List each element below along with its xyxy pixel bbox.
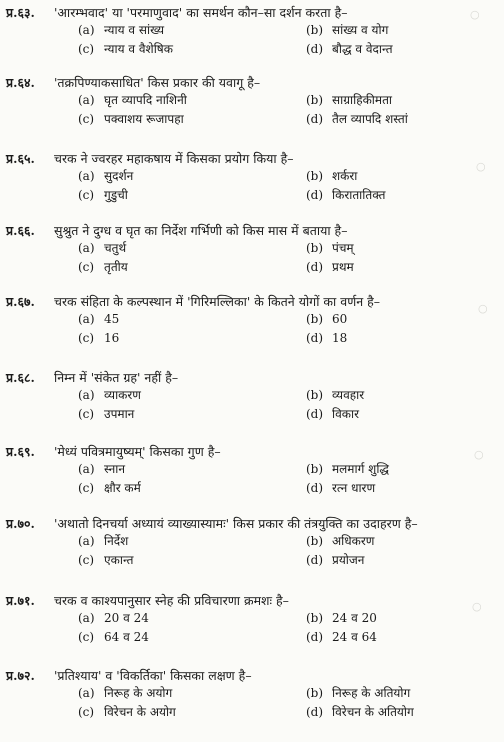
option-text: निरूह के अयोग xyxy=(104,686,173,700)
question-text: चरक संहिता के कल्पस्थान में 'गिरिमल्लिका' के कितने योगों का वर्णन है– xyxy=(54,294,381,309)
question-block xyxy=(6,222,500,277)
answer-option xyxy=(78,41,173,58)
question-text: 'तक्रपिण्याकसाधित' किस प्रकार की यवागू है– xyxy=(54,75,261,90)
question-block xyxy=(6,150,500,205)
option-text: घृत व्यापदि नाशिनी xyxy=(104,93,187,107)
option-label: (d) xyxy=(306,630,324,644)
option-label: (a) xyxy=(78,312,95,326)
option-label: (a) xyxy=(78,93,95,107)
options-grid xyxy=(54,460,500,498)
question-line xyxy=(6,667,500,684)
question-text: चरक ने ज्वरहर महाकषाय में किसका प्रयोग किया है– xyxy=(54,151,294,166)
answer-option xyxy=(78,461,125,478)
question-number: प्र.६५. xyxy=(6,151,35,166)
option-text: निरूह के अतियोग xyxy=(332,686,411,700)
question-number: प्र.६९. xyxy=(6,444,35,459)
bleed-through-mark: ○ xyxy=(474,448,484,461)
option-text: न्याय व सांख्य xyxy=(104,23,165,37)
option-label: (c) xyxy=(78,188,95,202)
option-label: (c) xyxy=(78,553,95,567)
option-text: बौद्ध व वेदान्त xyxy=(332,42,393,56)
answer-option xyxy=(306,685,410,702)
option-text: प्रथम xyxy=(332,260,354,274)
answer-option xyxy=(78,22,164,39)
question-block xyxy=(6,443,500,498)
bleed-through-mark: ○ xyxy=(472,600,482,613)
option-text: 24 व 64 xyxy=(332,630,377,644)
answer-option xyxy=(306,240,354,257)
option-text: अधिकरण xyxy=(332,534,375,548)
option-text: सांख्य व योग xyxy=(332,23,389,37)
option-label: (c) xyxy=(78,42,95,56)
answer-option xyxy=(306,552,364,569)
answer-option xyxy=(306,22,388,39)
option-text: उपमान xyxy=(104,407,135,421)
question-block xyxy=(6,293,500,348)
option-text: शर्करा xyxy=(332,169,358,183)
answer-option xyxy=(306,311,347,328)
option-text: तृतीय xyxy=(104,260,128,274)
option-text: किरातातिक्त xyxy=(332,188,386,202)
option-text: 16 xyxy=(104,331,120,345)
option-text: मलमार्ग शुद्धि xyxy=(332,462,390,476)
option-text: स्नान xyxy=(104,462,126,476)
option-text: न्याय व वैशेषिक xyxy=(104,42,173,56)
option-text: सुदर्शन xyxy=(104,169,134,183)
option-label: (a) xyxy=(78,534,95,548)
option-label: (b) xyxy=(306,686,324,700)
option-text: विकार xyxy=(332,407,360,421)
option-label: (b) xyxy=(306,462,324,476)
question-number: प्र.६६. xyxy=(6,223,35,238)
answer-option xyxy=(306,610,377,627)
option-text: 20 व 24 xyxy=(104,611,149,625)
option-label: (b) xyxy=(306,169,324,183)
option-text: पक्वाशय रूजापहा xyxy=(104,112,184,126)
question-line xyxy=(6,222,500,239)
answer-option xyxy=(306,629,377,646)
option-label: (c) xyxy=(78,260,95,274)
option-text: पंचम् xyxy=(332,241,354,255)
answer-option xyxy=(78,92,187,109)
option-label: (a) xyxy=(78,241,95,255)
question-text: सुश्रुत ने दुग्ध व घृत का निर्देश गर्भिणी को किस मास में बताया है– xyxy=(54,223,348,238)
option-label: (b) xyxy=(306,93,324,107)
answer-option xyxy=(78,704,176,721)
question-line xyxy=(6,369,500,386)
option-label: (c) xyxy=(78,481,95,495)
option-label: (a) xyxy=(78,611,95,625)
question-line xyxy=(6,4,500,21)
answer-option xyxy=(306,259,354,276)
options-grid xyxy=(54,91,500,129)
option-label: (d) xyxy=(306,705,324,719)
option-label: (c) xyxy=(78,112,95,126)
question-number: प्र.६८. xyxy=(6,370,35,385)
options-grid xyxy=(54,239,500,277)
answer-option xyxy=(78,311,119,328)
question-number: प्र.६७. xyxy=(6,294,35,309)
question-block xyxy=(6,369,500,424)
option-label: (b) xyxy=(306,388,324,402)
option-label: (d) xyxy=(306,188,324,202)
option-label: (c) xyxy=(78,407,95,421)
question-line xyxy=(6,515,500,532)
option-text: विरेचन के अतियोग xyxy=(332,705,414,719)
option-text: व्याकरण xyxy=(104,388,141,402)
answer-option xyxy=(306,330,347,347)
option-label: (b) xyxy=(306,23,324,37)
answer-option xyxy=(78,685,172,702)
bleed-through-mark: ○ xyxy=(470,8,480,21)
option-label: (d) xyxy=(306,260,324,274)
option-text: क्षौर कर्म xyxy=(104,481,141,495)
question-line xyxy=(6,74,500,91)
option-label: (a) xyxy=(78,686,95,700)
answer-option xyxy=(78,387,141,404)
option-label: (d) xyxy=(306,407,324,421)
bleed-through-mark: ○ xyxy=(476,160,486,173)
option-text: चतुर्थ xyxy=(104,241,127,255)
answer-option xyxy=(78,259,128,276)
question-text: चरक व काश्यपानुसार स्नेह की प्रविचारणा क्रमशः है– xyxy=(54,593,289,608)
option-label: (d) xyxy=(306,112,324,126)
options-grid xyxy=(54,609,500,647)
option-text: गुडुची xyxy=(104,188,128,202)
answer-option xyxy=(78,629,149,646)
option-label: (a) xyxy=(78,388,95,402)
question-block xyxy=(6,515,500,570)
answer-option xyxy=(78,610,149,627)
options-grid xyxy=(54,21,500,59)
option-label: (b) xyxy=(306,312,324,326)
option-label: (d) xyxy=(306,42,324,56)
option-text: विरेचन के अयोग xyxy=(104,705,176,719)
answer-option xyxy=(78,552,134,569)
option-label: (d) xyxy=(306,481,324,495)
option-text: 24 व 20 xyxy=(332,611,377,625)
options-grid xyxy=(54,532,500,570)
answer-option xyxy=(78,168,133,185)
question-text: 'मेध्यं पवित्रमायुष्यम्' किसका गुण है– xyxy=(54,444,221,459)
option-label: (b) xyxy=(306,534,324,548)
option-text: व्यवहार xyxy=(332,388,365,402)
option-text: एकान्त xyxy=(104,553,134,567)
option-label: (d) xyxy=(306,553,324,567)
answer-option xyxy=(78,406,134,423)
answer-option xyxy=(306,461,389,478)
option-label: (d) xyxy=(306,331,324,345)
option-text: 64 व 24 xyxy=(104,630,149,644)
answer-option xyxy=(306,168,357,185)
answer-option xyxy=(306,704,414,721)
options-grid xyxy=(54,310,500,348)
options-grid xyxy=(54,386,500,424)
question-block xyxy=(6,592,500,647)
answer-option xyxy=(78,240,126,257)
option-text: प्रयोजन xyxy=(332,553,365,567)
question-text: निम्न में 'संकेत ग्रह' नहीं है– xyxy=(54,370,179,385)
option-label: (c) xyxy=(78,331,95,345)
answer-option xyxy=(306,533,374,550)
option-label: (c) xyxy=(78,705,95,719)
question-line xyxy=(6,592,500,609)
question-number: प्र.७०. xyxy=(6,516,35,531)
answer-option xyxy=(306,480,375,497)
answer-option xyxy=(78,480,141,497)
option-text: 45 xyxy=(104,312,120,326)
question-number: प्र.६३. xyxy=(6,5,35,20)
question-number: प्र.६४. xyxy=(6,75,35,90)
question-block xyxy=(6,667,500,722)
answer-option xyxy=(306,387,364,404)
options-grid xyxy=(54,684,500,722)
question-text: 'प्रतिश्याय' व 'विकर्तिका' किसका लक्षण है– xyxy=(54,668,252,683)
question-line xyxy=(6,150,500,167)
question-block xyxy=(6,74,500,129)
question-number: प्र.७१. xyxy=(6,593,35,608)
options-grid xyxy=(54,167,500,205)
question-number: प्र.७२. xyxy=(6,668,35,683)
answer-option xyxy=(306,406,359,423)
option-text: तैल व्यापदि शस्तां xyxy=(332,112,408,126)
option-label: (b) xyxy=(306,611,324,625)
option-text: 60 xyxy=(332,312,348,326)
answer-option xyxy=(306,41,393,58)
question-line xyxy=(6,443,500,460)
option-label: (a) xyxy=(78,169,95,183)
question-line xyxy=(6,293,500,310)
option-label: (c) xyxy=(78,630,95,644)
question-text: 'अथातो दिनचर्या अध्यायं व्याख्यास्यामः' किस प्रकार की तंत्रयुक्ति का उदाहरण है– xyxy=(54,516,418,531)
option-label: (a) xyxy=(78,462,95,476)
option-text: रत्न धारण xyxy=(332,481,376,495)
question-text: 'आरम्भवाद' या 'परमाणुवाद' का समर्थन कौन–सा दर्शन करता है– xyxy=(54,5,348,20)
option-text: 18 xyxy=(332,331,348,345)
answer-option xyxy=(78,111,184,128)
answer-option xyxy=(78,187,128,204)
answer-option xyxy=(306,187,386,204)
answer-option xyxy=(306,92,392,109)
answer-option xyxy=(78,330,119,347)
question-block xyxy=(6,4,500,59)
option-text: निर्देश xyxy=(104,534,129,548)
option-text: साग्राहिकीमता xyxy=(332,93,393,107)
bleed-through-mark: ○ xyxy=(478,302,488,315)
answer-option xyxy=(78,533,128,550)
option-label: (b) xyxy=(306,241,324,255)
answer-option xyxy=(306,111,408,128)
option-label: (a) xyxy=(78,23,95,37)
